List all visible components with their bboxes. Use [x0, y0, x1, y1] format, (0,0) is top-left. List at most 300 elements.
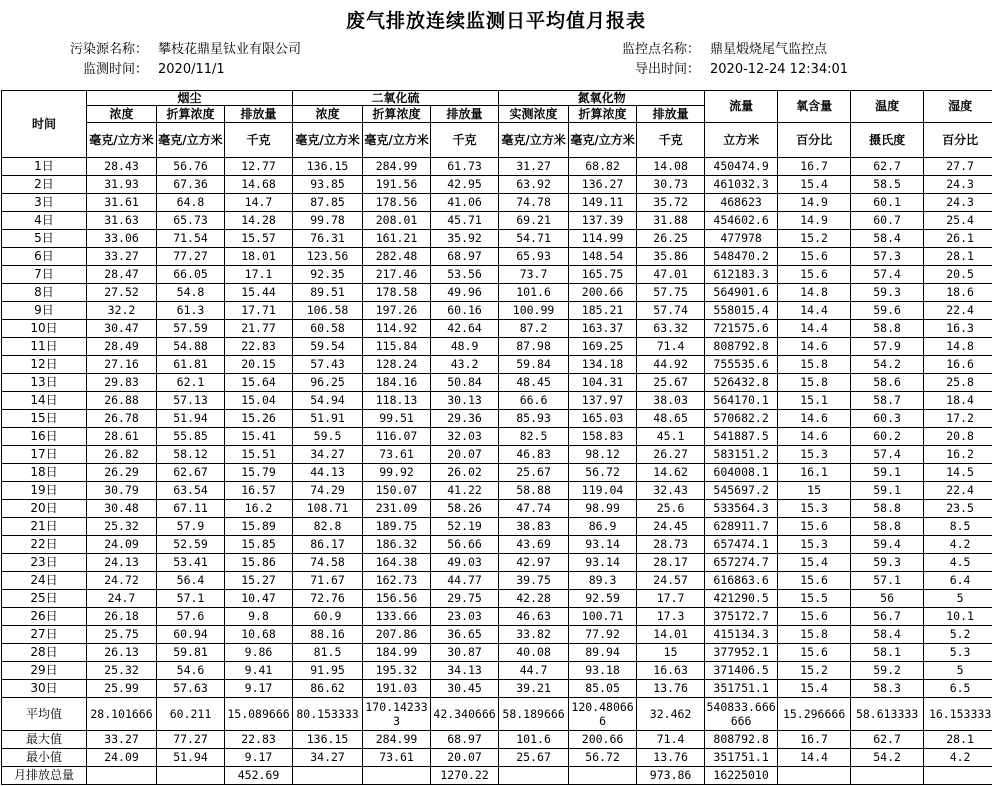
- table-cell: 616863.6: [705, 572, 778, 590]
- table-cell: 5: [924, 662, 992, 680]
- table-cell: 22.83: [225, 338, 293, 356]
- table-cell: 16.7: [778, 731, 851, 749]
- table-cell: 282.48: [363, 248, 431, 266]
- table-cell: 231.09: [363, 500, 431, 518]
- table-cell: 46.83: [499, 446, 569, 464]
- table-cell: 189.75: [363, 518, 431, 536]
- average-row: [2, 698, 992, 731]
- table-cell: 49.03: [431, 554, 499, 572]
- header-nox: 氮氧化物: [499, 91, 705, 106]
- table-cell: 570682.2: [705, 410, 778, 428]
- table-cell: 16.2: [924, 446, 992, 464]
- table-cell: 116.07: [363, 428, 431, 446]
- table-cell: 12.77: [225, 158, 293, 176]
- header-temperature: 温度: [851, 91, 924, 123]
- table-cell: 57.6: [157, 608, 225, 626]
- table-cell: 15.44: [225, 284, 293, 302]
- table-cell: 54.94: [293, 392, 363, 410]
- table-cell: 48.45: [499, 374, 569, 392]
- table-cell: 24.13: [87, 554, 157, 572]
- table-cell: 1270.22: [431, 767, 499, 785]
- table-cell: 26.29: [87, 464, 157, 482]
- table-cell: 15.5: [778, 590, 851, 608]
- table-cell: 119.04: [569, 482, 637, 500]
- table-cell: 10.68: [225, 626, 293, 644]
- table-cell: 200.66: [569, 284, 637, 302]
- table-cell: 16.63: [637, 662, 705, 680]
- table-cell: 29.36: [431, 410, 499, 428]
- row-label: 29日: [2, 662, 87, 680]
- total-row: [2, 767, 992, 785]
- table-cell: 14.08: [637, 158, 705, 176]
- table-cell: 15.089666: [225, 698, 293, 731]
- table-cell: 15.64: [225, 374, 293, 392]
- table-cell: 31.27: [499, 158, 569, 176]
- export-time-value: 2020-12-24 12:34:01: [710, 62, 849, 77]
- table-cell: 26.1: [924, 230, 992, 248]
- table-cell: 170.142333: [363, 698, 431, 731]
- table-cell: 54.6: [157, 662, 225, 680]
- table-cell: 68.82: [569, 158, 637, 176]
- row-label: 6日: [2, 248, 87, 266]
- table-cell: 6.5: [924, 680, 992, 698]
- table-cell: 62.7: [851, 158, 924, 176]
- table-cell: 26.88: [87, 392, 157, 410]
- table-cell: 15.79: [225, 464, 293, 482]
- header-nox-actual-conc: 实测浓度: [499, 106, 569, 123]
- unit-celsius: 摄氏度: [851, 123, 924, 158]
- row-label: 20日: [2, 500, 87, 518]
- pollution-source-info: [62, 38, 301, 57]
- table-row: [2, 500, 992, 518]
- table-cell: 59.6: [851, 302, 924, 320]
- table-cell: 43.2: [431, 356, 499, 374]
- table-cell: 24.72: [87, 572, 157, 590]
- table-cell: 14.5: [924, 464, 992, 482]
- table-row: [2, 572, 992, 590]
- header-row-units: [2, 123, 992, 158]
- table-row: [2, 374, 992, 392]
- table-cell: 14.8: [924, 338, 992, 356]
- unit-mg-m3: 毫克/立方米: [499, 123, 569, 158]
- report-title: 废气排放连续监测日平均值月报表: [345, 10, 646, 32]
- table-cell: 60.211: [157, 698, 225, 731]
- table-cell: 89.3: [569, 572, 637, 590]
- table-cell: 657274.7: [705, 554, 778, 572]
- table-cell: 52.19: [431, 518, 499, 536]
- table-cell: 28.61: [87, 428, 157, 446]
- table-cell: 4.2: [924, 536, 992, 554]
- table-cell: 30.73: [637, 176, 705, 194]
- table-cell: 15.4: [778, 554, 851, 572]
- table-cell: 25.6: [637, 500, 705, 518]
- table-cell: 149.11: [569, 194, 637, 212]
- header-so2: 二氧化硫: [293, 91, 499, 106]
- table-cell: 15.51: [225, 446, 293, 464]
- table-cell: 15.2: [778, 230, 851, 248]
- table-row: [2, 194, 992, 212]
- table-cell: 99.51: [363, 410, 431, 428]
- table-cell: 15.3: [778, 536, 851, 554]
- monitoring-point-value: 鼎星煅烧尾气监控点: [710, 42, 828, 57]
- table-cell: 57.9: [157, 518, 225, 536]
- table-cell: 81.5: [293, 644, 363, 662]
- table-cell: 9.86: [225, 644, 293, 662]
- table-cell: 60.16: [431, 302, 499, 320]
- table-cell: 14.8: [778, 284, 851, 302]
- table-cell: 59.3: [851, 284, 924, 302]
- row-label: 10日: [2, 320, 87, 338]
- table-cell: 17.2: [924, 410, 992, 428]
- table-cell: 34.27: [293, 446, 363, 464]
- table-cell: 526432.8: [705, 374, 778, 392]
- table-cell: 58.8: [851, 500, 924, 518]
- table-cell: 58.6: [851, 374, 924, 392]
- table-cell: 34.13: [431, 662, 499, 680]
- table-cell: 808792.8: [705, 731, 778, 749]
- table-cell: 4.2: [924, 749, 992, 767]
- table-cell: 62.67: [157, 464, 225, 482]
- table-cell: 65.93: [499, 248, 569, 266]
- table-cell: 42.95: [431, 176, 499, 194]
- table-cell: 24.09: [87, 749, 157, 767]
- table-cell: 69.21: [499, 212, 569, 230]
- table-cell: 27.7: [924, 158, 992, 176]
- table-cell: 25.75: [87, 626, 157, 644]
- table-cell: 26.27: [637, 446, 705, 464]
- table-cell: 28.1: [924, 248, 992, 266]
- header-oxygen: 氧含量: [778, 91, 851, 123]
- table-cell: 14.4: [778, 302, 851, 320]
- table-cell: 161.21: [363, 230, 431, 248]
- table-cell: 25.8: [924, 374, 992, 392]
- table-cell: 15.8: [778, 374, 851, 392]
- table-cell: 158.83: [569, 428, 637, 446]
- header-row-groups: [2, 91, 992, 106]
- table-cell: 60.7: [851, 212, 924, 230]
- table-cell: 53.56: [431, 266, 499, 284]
- table-cell: 15.296666: [778, 698, 851, 731]
- table-cell: 26.25: [637, 230, 705, 248]
- table-cell: 88.16: [293, 626, 363, 644]
- table-cell: 15: [637, 644, 705, 662]
- table-cell: 64.8: [157, 194, 225, 212]
- row-label: 8日: [2, 284, 87, 302]
- table-cell: 18.01: [225, 248, 293, 266]
- table-cell: 200.66: [569, 731, 637, 749]
- row-label: 16日: [2, 428, 87, 446]
- table-cell: 134.18: [569, 356, 637, 374]
- table-row: [2, 518, 992, 536]
- table-cell: 47.01: [637, 266, 705, 284]
- table-cell: 56.72: [569, 749, 637, 767]
- table-cell: 57.4: [851, 446, 924, 464]
- export-time-label: 导出时间：: [634, 62, 700, 77]
- table-cell: 564170.1: [705, 392, 778, 410]
- table-cell: 72.76: [293, 590, 363, 608]
- row-label: 24日: [2, 572, 87, 590]
- table-cell: 20.15: [225, 356, 293, 374]
- row-label: 23日: [2, 554, 87, 572]
- table-cell: [293, 767, 363, 785]
- table-cell: 15.6: [778, 248, 851, 266]
- table-cell: 32.43: [637, 482, 705, 500]
- table-cell: 56.72: [569, 464, 637, 482]
- table-cell: 9.17: [225, 749, 293, 767]
- table-cell: [778, 767, 851, 785]
- table-cell: 76.31: [293, 230, 363, 248]
- table-cell: 82.8: [293, 518, 363, 536]
- table-cell: 721575.6: [705, 320, 778, 338]
- row-label: 9日: [2, 302, 87, 320]
- table-cell: 128.24: [363, 356, 431, 374]
- table-cell: 56.4: [157, 572, 225, 590]
- table-cell: 14.62: [637, 464, 705, 482]
- table-cell: 54.2: [851, 749, 924, 767]
- table-cell: 136.15: [293, 158, 363, 176]
- table-cell: [569, 767, 637, 785]
- table-cell: 32.462: [637, 698, 705, 731]
- header-humidity: 湿度: [924, 91, 992, 123]
- table-cell: 28.101666: [87, 698, 157, 731]
- pollution-source-label: 污染源名称：: [69, 42, 148, 57]
- table-cell: 118.13: [363, 392, 431, 410]
- table-cell: 10.47: [225, 590, 293, 608]
- row-label: 25日: [2, 590, 87, 608]
- table-cell: 57.3: [851, 248, 924, 266]
- header-so2-emission: 排放量: [431, 106, 499, 123]
- table-cell: 87.85: [293, 194, 363, 212]
- table-cell: 59.1: [851, 482, 924, 500]
- table-cell: 31.63: [87, 212, 157, 230]
- table-cell: 35.86: [637, 248, 705, 266]
- table-cell: 148.54: [569, 248, 637, 266]
- table-cell: 89.51: [293, 284, 363, 302]
- table-cell: 136.27: [569, 176, 637, 194]
- table-cell: 450474.9: [705, 158, 778, 176]
- table-cell: 15.41: [225, 428, 293, 446]
- table-cell: 9.8: [225, 608, 293, 626]
- table-cell: 14.6: [778, 410, 851, 428]
- table-cell: 22.4: [924, 302, 992, 320]
- table-cell: 59.1: [851, 464, 924, 482]
- table-cell: 25.67: [637, 374, 705, 392]
- table-cell: 62.1: [157, 374, 225, 392]
- header-so2-conv-conc: 折算浓度: [363, 106, 431, 123]
- table-cell: 30.79: [87, 482, 157, 500]
- table-cell: 93.85: [293, 176, 363, 194]
- table-cell: 99.92: [363, 464, 431, 482]
- table-row: [2, 626, 992, 644]
- table-cell: 53.41: [157, 554, 225, 572]
- max-row: [2, 731, 992, 749]
- table-cell: 41.06: [431, 194, 499, 212]
- table-cell: 44.92: [637, 356, 705, 374]
- table-cell: 13.76: [637, 680, 705, 698]
- table-cell: 186.32: [363, 536, 431, 554]
- table-cell: 58.7: [851, 392, 924, 410]
- table-cell: 40.08: [499, 644, 569, 662]
- table-cell: 59.2: [851, 662, 924, 680]
- row-label: 28日: [2, 644, 87, 662]
- table-cell: 452.69: [225, 767, 293, 785]
- table-cell: 284.99: [363, 731, 431, 749]
- table-cell: 41.22: [431, 482, 499, 500]
- table-row: [2, 482, 992, 500]
- table-cell: 49.96: [431, 284, 499, 302]
- table-cell: 20.07: [431, 446, 499, 464]
- table-cell: 15.6: [778, 518, 851, 536]
- table-cell: 58.189666: [499, 698, 569, 731]
- table-cell: 58.26: [431, 500, 499, 518]
- table-cell: 96.25: [293, 374, 363, 392]
- table-cell: 93.18: [569, 662, 637, 680]
- unit-m3: 立方米: [705, 123, 778, 158]
- table-cell: 164.38: [363, 554, 431, 572]
- table-cell: 36.65: [431, 626, 499, 644]
- table-cell: 15: [778, 482, 851, 500]
- table-cell: 74.29: [293, 482, 363, 500]
- table-row: [2, 212, 992, 230]
- table-cell: 16225010: [705, 767, 778, 785]
- table-cell: 24.3: [924, 194, 992, 212]
- table-cell: 415134.3: [705, 626, 778, 644]
- table-cell: 26.02: [431, 464, 499, 482]
- table-cell: 80.153333: [293, 698, 363, 731]
- table-cell: 115.84: [363, 338, 431, 356]
- table-cell: 54.88: [157, 338, 225, 356]
- table-cell: 16.3: [924, 320, 992, 338]
- row-label: 1日: [2, 158, 87, 176]
- row-label: 月排放总量: [2, 767, 87, 785]
- table-cell: 42.97: [499, 554, 569, 572]
- table-cell: 59.4: [851, 536, 924, 554]
- table-cell: 58.5: [851, 176, 924, 194]
- table-cell: 137.97: [569, 392, 637, 410]
- monitoring-point-label: 监控点名称：: [621, 42, 700, 57]
- table-cell: 16.6: [924, 356, 992, 374]
- table-cell: 98.12: [569, 446, 637, 464]
- table-cell: 26.18: [87, 608, 157, 626]
- row-label: 13日: [2, 374, 87, 392]
- table-cell: 14.6: [778, 338, 851, 356]
- table-cell: 99.78: [293, 212, 363, 230]
- table-cell: 28.43: [87, 158, 157, 176]
- table-cell: 54.2: [851, 356, 924, 374]
- table-cell: 15.6: [778, 608, 851, 626]
- table-cell: 18.4: [924, 392, 992, 410]
- row-label: 17日: [2, 446, 87, 464]
- table-cell: 15.3: [778, 500, 851, 518]
- table-row: [2, 248, 992, 266]
- table-cell: 34.27: [293, 749, 363, 767]
- table-cell: 62.7: [851, 731, 924, 749]
- table-cell: 63.92: [499, 176, 569, 194]
- table-cell: 32.2: [87, 302, 157, 320]
- table-row: [2, 230, 992, 248]
- table-cell: 22.4: [924, 482, 992, 500]
- table-cell: 477978: [705, 230, 778, 248]
- table-cell: 58.8: [851, 518, 924, 536]
- table-cell: 114.92: [363, 320, 431, 338]
- table-cell: 9.17: [225, 680, 293, 698]
- table-cell: 31.88: [637, 212, 705, 230]
- table-cell: 87.2: [499, 320, 569, 338]
- table-cell: 26.13: [87, 644, 157, 662]
- table-cell: 45.71: [431, 212, 499, 230]
- table-cell: 24.57: [637, 572, 705, 590]
- header-dust-conv-conc: 折算浓度: [157, 106, 225, 123]
- table-cell: 57.4: [851, 266, 924, 284]
- table-cell: 16.153333: [924, 698, 992, 731]
- table-cell: 44.7: [499, 662, 569, 680]
- table-cell: 71.4: [637, 731, 705, 749]
- table-cell: 29.75: [431, 590, 499, 608]
- table-cell: 15.26: [225, 410, 293, 428]
- table-cell: 52.59: [157, 536, 225, 554]
- row-label: 26日: [2, 608, 87, 626]
- table-cell: 51.91: [293, 410, 363, 428]
- table-cell: 17.7: [637, 590, 705, 608]
- unit-mg-m3: 毫克/立方米: [293, 123, 363, 158]
- table-cell: 208.01: [363, 212, 431, 230]
- table-cell: 150.07: [363, 482, 431, 500]
- table-cell: 27.16: [87, 356, 157, 374]
- unit-mg-m3: 毫克/立方米: [363, 123, 431, 158]
- table-cell: 16.1: [778, 464, 851, 482]
- pollution-source-value: 攀枝花鼎星钛业有限公司: [158, 42, 302, 57]
- table-cell: 15.4: [778, 176, 851, 194]
- table-cell: 16.57: [225, 482, 293, 500]
- table-cell: 20.8: [924, 428, 992, 446]
- table-cell: 15.6: [778, 644, 851, 662]
- row-label: 22日: [2, 536, 87, 554]
- table-cell: 15.57: [225, 230, 293, 248]
- table-cell: 73.7: [499, 266, 569, 284]
- table-cell: 31.93: [87, 176, 157, 194]
- table-cell: 14.9: [778, 212, 851, 230]
- table-cell: 66.05: [157, 266, 225, 284]
- table-cell: 93.14: [569, 554, 637, 572]
- table-row: [2, 320, 992, 338]
- table-cell: 26.78: [87, 410, 157, 428]
- table-cell: 28.17: [637, 554, 705, 572]
- row-label: 3日: [2, 194, 87, 212]
- table-cell: 16.2: [225, 500, 293, 518]
- table-cell: 54.71: [499, 230, 569, 248]
- table-cell: 92.35: [293, 266, 363, 284]
- table-cell: 98.99: [569, 500, 637, 518]
- table-cell: 63.54: [157, 482, 225, 500]
- table-cell: 195.32: [363, 662, 431, 680]
- table-cell: 101.6: [499, 731, 569, 749]
- table-cell: 93.14: [569, 536, 637, 554]
- monitoring-time-value: 2020/11/1: [158, 62, 225, 77]
- table-cell: 61.73: [431, 158, 499, 176]
- table-cell: 14.6: [778, 428, 851, 446]
- table-cell: 47.74: [499, 500, 569, 518]
- table-cell: 25.4: [924, 212, 992, 230]
- table-cell: 15.1: [778, 392, 851, 410]
- table-cell: 74.78: [499, 194, 569, 212]
- table-cell: 25.67: [499, 749, 569, 767]
- table-cell: 100.99: [499, 302, 569, 320]
- table-cell: 15.6: [778, 572, 851, 590]
- table-cell: 58.3: [851, 680, 924, 698]
- table-cell: 77.27: [157, 731, 225, 749]
- unit-kg: 千克: [637, 123, 705, 158]
- table-cell: 58.8: [851, 320, 924, 338]
